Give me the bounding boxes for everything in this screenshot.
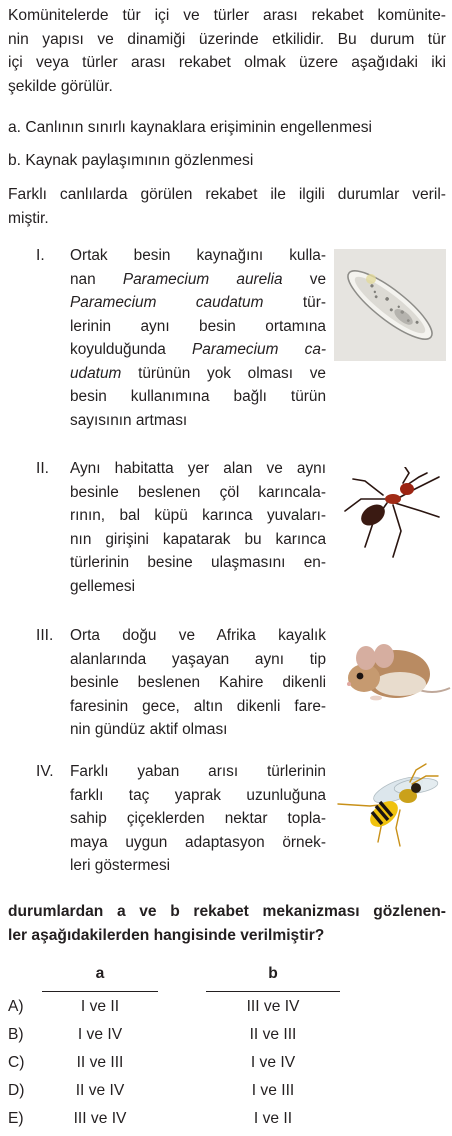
intro-paragraph — [8, 4, 446, 98]
option-a-value: II ve III — [76, 1054, 124, 1071]
column-b-rule — [206, 991, 340, 992]
ant-icon — [335, 467, 445, 562]
lead-line: Farklı canlılarda görülen rekabet ile ilgili durumlar veril- — [8, 186, 446, 203]
species-name: udatum — [70, 364, 122, 382]
item-line: besinle beslenen çöl karıncala- — [70, 483, 326, 501]
item-line: Aynı habitatta yer alan ve aynı — [70, 460, 326, 477]
item-line: lerinin aynı besin ortamına — [70, 317, 326, 335]
intro-line: şekilde görülür. — [8, 77, 113, 95]
column-header-b: b — [268, 965, 278, 982]
option-letter: C) — [8, 1054, 25, 1071]
item-line: Orta doğu ve Afrika kayalık — [70, 627, 326, 644]
question-line: durumlardan a ve b rekabet mekanizması gözlenen- — [8, 903, 446, 920]
item-2 — [36, 457, 328, 602]
option-b-value: III ve IV — [246, 998, 300, 1015]
item-text — [70, 457, 326, 598]
item-line: faresinin gece, altın dikenli fare- — [70, 697, 326, 715]
item-line: sahip çiçeklerden nektar topla- — [70, 810, 326, 827]
species-name: Paramecium caudatum — [70, 294, 264, 311]
item-numeral: III. — [36, 627, 54, 644]
option-letter: E) — [8, 1110, 24, 1127]
question-stem — [8, 900, 446, 947]
species-name: Paramecium aurelia — [122, 270, 283, 288]
option-b-value: I ve II — [253, 1110, 293, 1127]
item-numeral: II. — [36, 460, 49, 477]
option-a-value: I ve II — [80, 998, 120, 1015]
item-line: gellemesi — [70, 577, 136, 595]
option-letter: A) — [8, 998, 24, 1015]
item-line: Ortak besin kaynağını kulla- — [70, 247, 326, 264]
column-a-rule — [42, 991, 158, 992]
item-line: nın girişini kapatarak bu karınca — [70, 530, 326, 548]
mouse-icon — [336, 628, 452, 706]
item-line: nin gündüz aktif olması — [70, 721, 228, 738]
option-letter: B) — [8, 1026, 24, 1043]
intro-line: Komünitelerde tür içi ve türler arası rekabet komünite- — [8, 7, 446, 24]
item-line: koyulduğunda Paramecium ca- — [70, 341, 327, 358]
lead-line: miştir. — [8, 209, 49, 227]
option-a[interactable] — [0, 995, 452, 1023]
item-3 — [36, 624, 328, 744]
option-e[interactable] — [0, 1107, 452, 1135]
option-a-value: I ve IV — [77, 1026, 123, 1043]
item-line: sayısının artması — [70, 411, 188, 429]
item-numeral: I. — [36, 247, 45, 264]
option-d[interactable] — [0, 1079, 452, 1107]
item-line: alanlarında yaşayan aynı tip — [70, 650, 326, 668]
mechanism-b-text: b. Kaynak paylaşımının gözlenmesi — [8, 152, 254, 169]
item-line: türlerinin besine ulaşmasını en- — [70, 554, 326, 571]
intro-line: nin yapısı ve dinamiği üzerinde etkilidir. Bu durum tür — [8, 30, 446, 48]
intro-line: içi veya türler arası rekabet olmak üzere aşağıdaki iki — [8, 54, 446, 71]
item-line: rının, bal küpü karınca yuvaları- — [70, 507, 326, 524]
item-line: leri göstermesi — [70, 857, 171, 874]
item-1 — [36, 244, 328, 434]
item-line: nan Paramecium aurelia ve — [70, 270, 326, 288]
mechanism-a-text: a. Canlının sınırlı kaynaklara erişiminin engellenmesi — [8, 119, 373, 136]
paramecium-icon — [334, 249, 446, 361]
item-text — [70, 244, 326, 432]
wasp-icon — [334, 762, 446, 854]
column-header-a: a — [95, 965, 105, 982]
option-a-value: II ve IV — [75, 1082, 125, 1099]
item-line: Farklı yaban arısı türlerinin — [70, 763, 326, 780]
item-line: udatum türünün yok olması ve — [70, 364, 326, 382]
item-line: besin kullanımına bağlı türün — [70, 388, 326, 405]
item-line: Paramecium caudatum tür- — [70, 294, 326, 311]
option-b-value: I ve IV — [250, 1054, 296, 1071]
item-line: maya uygun adaptasyon örnek- — [70, 833, 326, 851]
option-a-value: III ve IV — [73, 1110, 127, 1127]
item-4 — [36, 760, 328, 880]
question-line: ler aşağıdakilerden hangisinde verilmiştir? — [8, 926, 325, 944]
item-line: farklı taç yaprak uzunluğuna — [70, 786, 326, 804]
mechanism-a — [8, 116, 446, 140]
lead-paragraph — [8, 183, 446, 230]
item-line: besinle beslenen Kahire dikenli — [70, 674, 326, 691]
option-b-value: II ve III — [249, 1026, 297, 1043]
species-name: Paramecium ca- — [192, 341, 327, 358]
mechanism-b — [8, 149, 446, 173]
item-numeral: IV. — [36, 763, 54, 780]
option-c[interactable] — [0, 1051, 452, 1079]
item-text — [70, 760, 326, 878]
option-b[interactable] — [0, 1023, 452, 1051]
option-b-value: I ve III — [251, 1082, 295, 1099]
item-text — [70, 624, 326, 742]
option-letter: D) — [8, 1082, 25, 1099]
